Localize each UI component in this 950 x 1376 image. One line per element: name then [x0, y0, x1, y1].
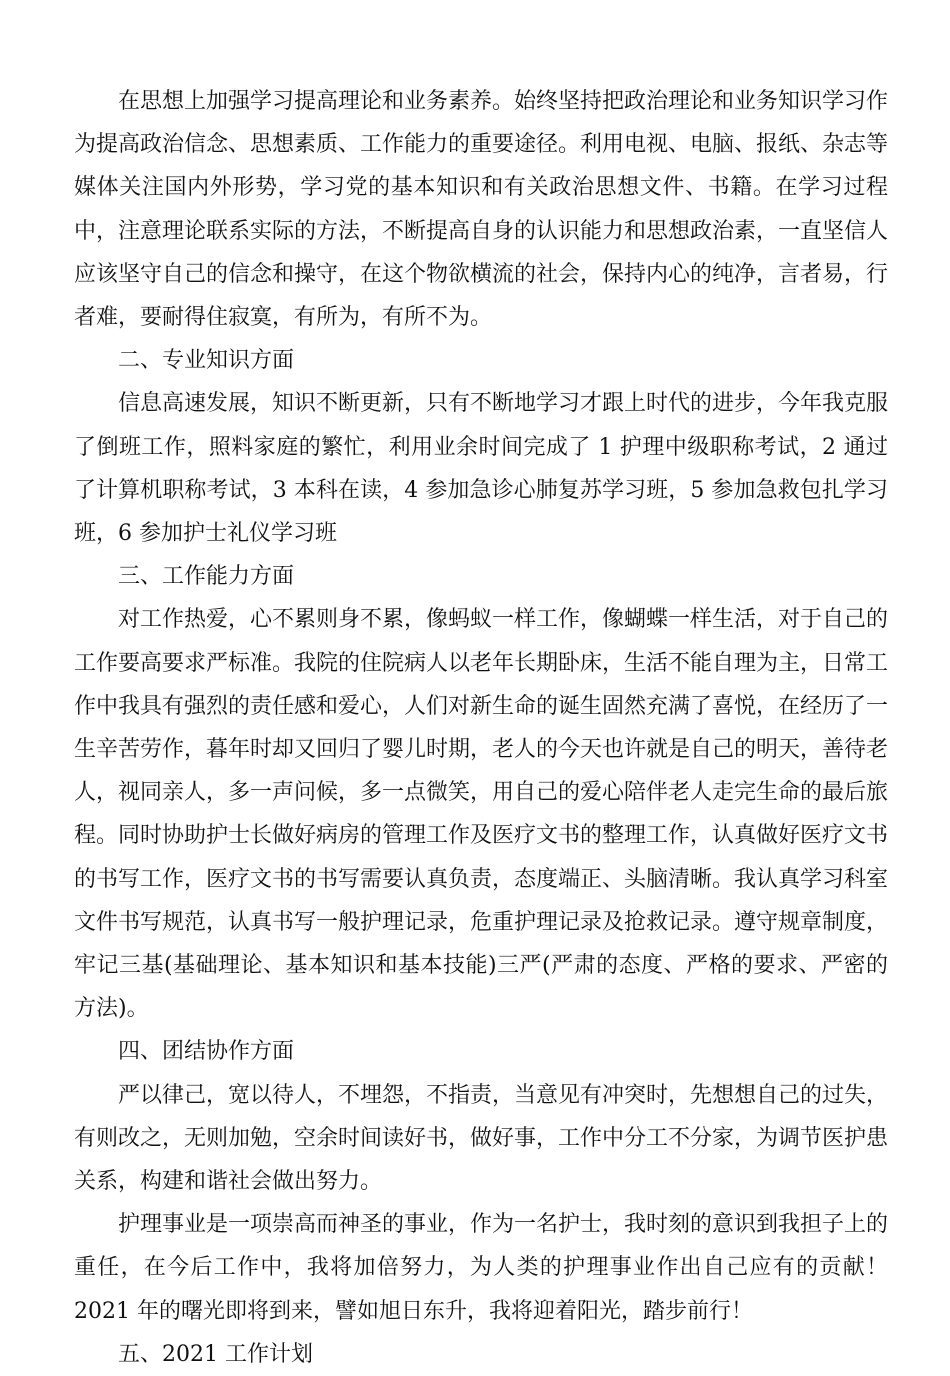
section-heading-professional-knowledge: 二、专业知识方面 — [118, 348, 295, 374]
paragraph-nursing-career: 护理事业是一项崇高而神圣的事业，作为一名护士，我时刻的意识到我担子上的重任，在今后工作中，我将加倍努力，为人类的护理事业作出自己应有的贡献！2021 年的曙光即将到来，譬如旭日东升，我将迎着阳光，踏步前行！ — [74, 1212, 889, 1324]
section-heading-teamwork: 四、团结协作方面 — [118, 1039, 295, 1065]
section-heading-work-ability: 三、工作能力方面 — [118, 564, 295, 590]
paragraph-ideology: 在思想上加强学习提高理论和业务素养。始终坚持把政治理论和业务知识学习作为提高政治信念、思想素质、工作能力的重要途径。利用电视、电脑、报纸、杂志等媒体关注国内外形势，学习党的基本知识和有关政治思想文件、书籍。在学习过程中，注意理论联系实际的方法，不断提高自身的认识能力和思想政治素，一直坚信人应该坚守自己的信念和操守，在这个物欲横流的社会，保持内心的纯净，言者易，行者难，要耐得住寂寞，有所为，有所不为。 — [74, 89, 889, 331]
paragraph-professional-knowledge: 信息高速发展，知识不断更新，只有不断地学习才跟上时代的进步，今年我克服了倒班工作，照料家庭的繁忙，利用业余时间完成了 1 护理中级职称考试，2 通过了计算机职称考试，3 本科在读，4 参加急诊心肺复苏学习班，5 参加急救包扎学习班，6 参加护士礼仪学习班 — [74, 391, 889, 547]
document-page — [74, 80, 888, 1376]
paragraph-teamwork: 严以律己，宽以待人，不埋怨，不指责，当意见有冲突时，先想想自己的过失，有则改之，无则加勉，空余时间读好书，做好事，工作中分工不分家，为调节医护患关系，构建和谐社会做出努力。 — [74, 1082, 889, 1195]
paragraph-work-ability: 对工作热爱，心不累则身不累，像蚂蚁一样工作，像蝴蝶一样生活，对于自己的工作要高要求严标准。我院的住院病人以老年长期卧床，生活不能自理为主，日常工作中我具有强烈的责任感和爱心，人们对新生命的诞生固然充满了喜悦，在经历了一生辛苦劳作，暮年时却又回归了婴儿时期，老人的今天也许就是自己的明天，善待老人，视同亲人，多一声问候，多一点微笑，用自己的爱心陪伴老人走完生命的最后旅程。同时协助护士长做好病房的管理工作及医疗文书的整理工作，认真做好医疗文书的书写工作，医疗文书的书写需要认真负责，态度端正、头脑清晰。我认真学习科室文件书写规范，认真书写一般护理记录，危重护理记录及抢救记录。遵守规章制度，牢记三基(基础理论、基本知识和基本技能)三严(严肃的态度、严格的要求、严密的方法)。 — [74, 607, 889, 1022]
section-heading-work-plan: 五、2021 工作计划 — [118, 1341, 313, 1367]
